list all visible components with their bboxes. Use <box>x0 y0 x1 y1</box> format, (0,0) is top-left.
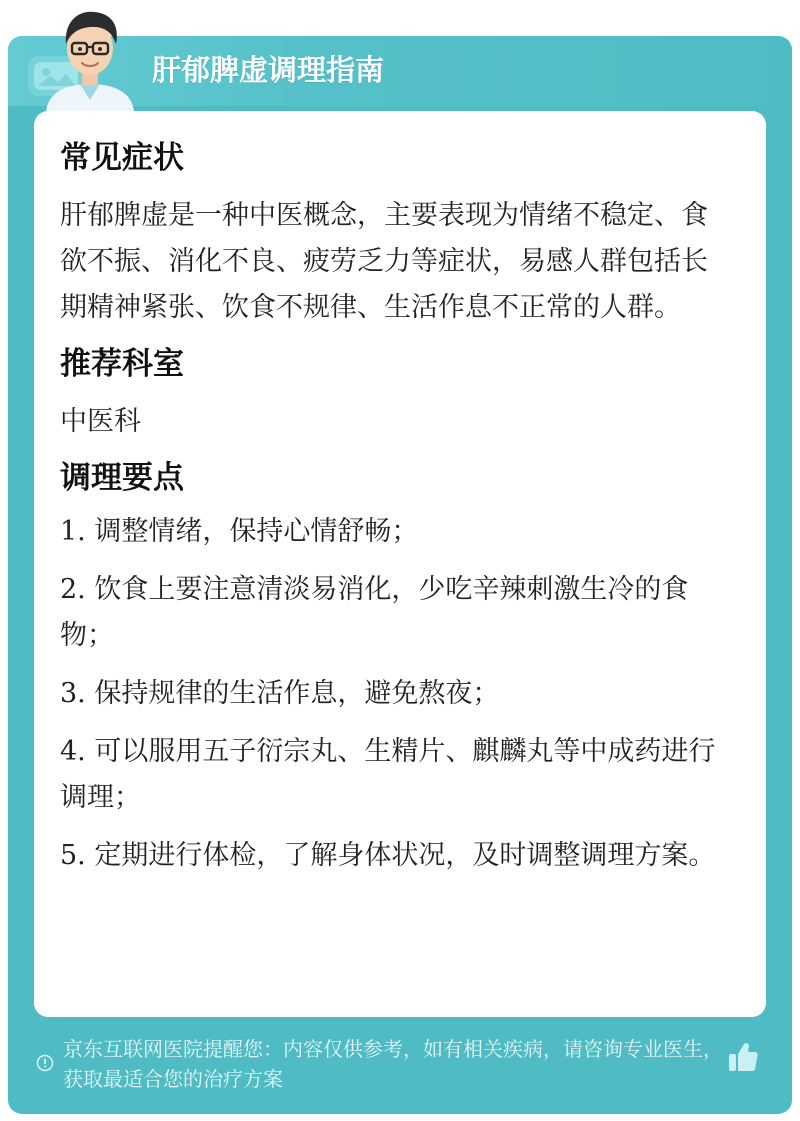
section-heading-department: 推荐科室 <box>60 346 184 382</box>
list-item-number: 2. <box>60 574 86 605</box>
disclaimer-footer <box>36 1030 786 1100</box>
symptoms-text: 肝郁脾虚是一种中医概念，主要表现为情绪不稳定、食欲不振、消化不良、疲劳乏力等症状，易感人群包括长期精神紧张、饮食不规律、生活作息不正常的人群。 <box>60 200 708 323</box>
section-heading-key-points: 调理要点 <box>60 460 184 496</box>
list-item-number: 5. <box>60 840 86 871</box>
key-points-list <box>60 509 732 879</box>
list-item <box>60 671 732 717</box>
list-item-text: 调整情绪，保持心情舒畅； <box>94 516 419 547</box>
page-title: 肝郁脾虚调理指南 <box>152 53 385 87</box>
content-card <box>34 111 766 1017</box>
list-item <box>60 729 732 821</box>
list-item-number: 4. <box>60 736 86 767</box>
list-item-text: 保持规律的生活作息，避免熬夜； <box>94 678 500 709</box>
list-item-text: 可以服用五子衍宗丸、生精片、麒麟丸等中成药进行调理； <box>60 736 716 813</box>
list-item <box>60 567 732 659</box>
list-item-text: 饮食上要注意清淡易消化，少吃辛辣刺激生冷的食物； <box>60 574 689 651</box>
list-item <box>60 833 732 879</box>
section-heading-symptoms: 常见症状 <box>60 140 184 176</box>
info-icon <box>36 1054 54 1072</box>
department-text: 中医科 <box>60 406 141 437</box>
content-body <box>60 133 732 891</box>
list-item-text: 定期进行体检，了解身体状况，及时调整调理方案。 <box>94 840 716 871</box>
doctor-avatar <box>40 0 140 112</box>
list-item <box>60 509 732 555</box>
disclaimer-text: 京东互联网医院提醒您：内容仅供参考，如有相关疾病，请咨询专业医生，获取最适合您的治疗方案 <box>63 1037 723 1091</box>
list-item-number: 1. <box>60 516 86 547</box>
list-item-number: 3. <box>60 678 86 709</box>
thumbs-up-icon[interactable] <box>726 1040 760 1074</box>
